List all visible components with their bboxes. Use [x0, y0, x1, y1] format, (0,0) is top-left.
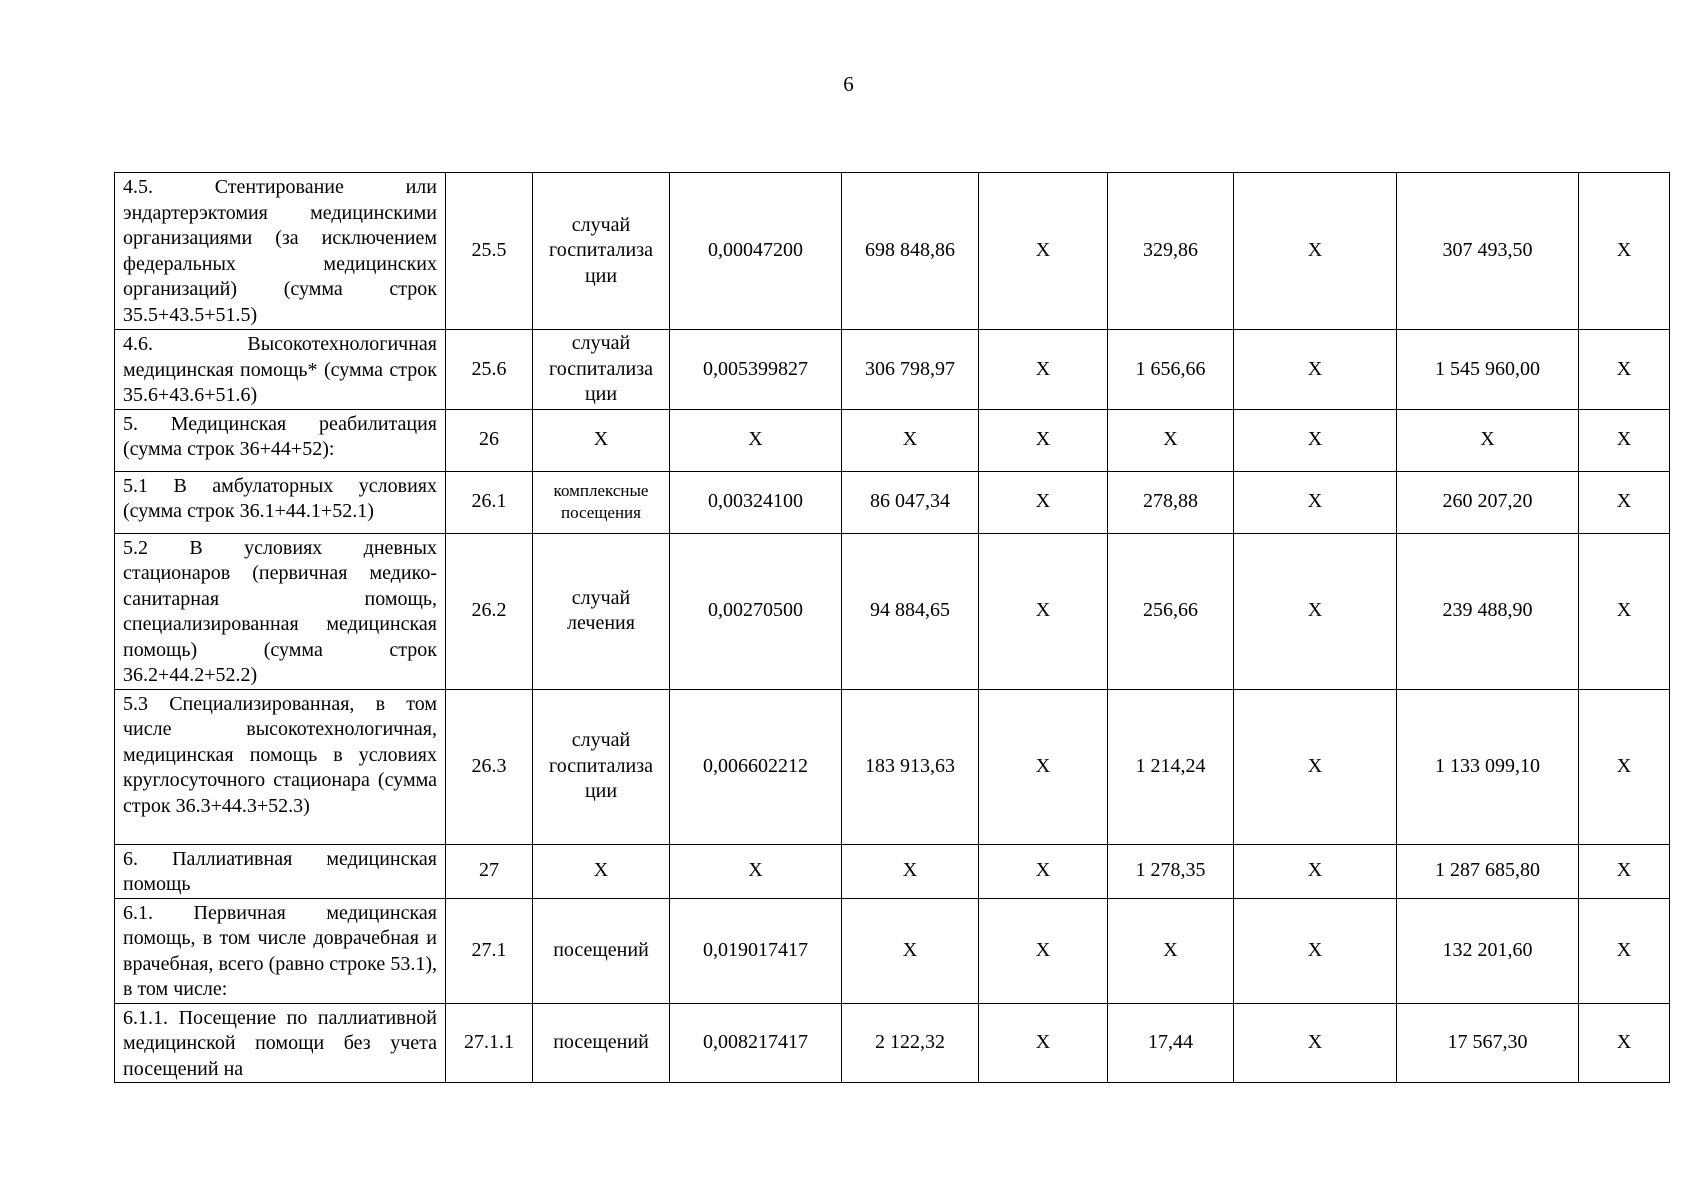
- row-value: 307 493,50: [1397, 173, 1579, 330]
- row-value: 1 278,35: [1108, 844, 1234, 898]
- row-value: Х: [979, 844, 1108, 898]
- row-value: Х: [1234, 173, 1397, 330]
- table-row: [115, 533, 1670, 689]
- row-value: 2 122,32: [842, 1003, 979, 1083]
- row-value: Х: [1579, 409, 1670, 471]
- row-unit: случай госпитализа ции: [533, 330, 670, 410]
- row-value: Х: [1579, 898, 1670, 1003]
- row-value: Х: [1234, 689, 1397, 844]
- row-value: Х: [979, 898, 1108, 1003]
- row-description: 6. Паллиативная медицинская помощь: [115, 844, 446, 898]
- row-value: 329,86: [1108, 173, 1234, 330]
- row-value: Х: [1234, 471, 1397, 533]
- row-value: 0,00047200: [670, 173, 842, 330]
- row-value: Х: [1579, 844, 1670, 898]
- row-value: 1 287 685,80: [1397, 844, 1579, 898]
- row-value: Х: [842, 898, 979, 1003]
- row-value: Х: [1579, 689, 1670, 844]
- row-value: Х: [1108, 898, 1234, 1003]
- row-value: 0,005399827: [670, 330, 842, 410]
- row-value: Х: [1234, 409, 1397, 471]
- row-value: 698 848,86: [842, 173, 979, 330]
- row-value: Х: [979, 471, 1108, 533]
- row-description: 5. Медицинская реабилитация (сумма строк 36+44+52):: [115, 409, 446, 471]
- row-value: Х: [842, 844, 979, 898]
- row-value: Х: [1579, 1003, 1670, 1083]
- row-unit: Х: [533, 844, 670, 898]
- row-value: Х: [1579, 533, 1670, 689]
- row-value: 17,44: [1108, 1003, 1234, 1083]
- row-value: 1 133 099,10: [1397, 689, 1579, 844]
- row-unit: комплексные посещения: [533, 471, 670, 533]
- row-value: Х: [1234, 1003, 1397, 1083]
- row-value: Х: [979, 1003, 1108, 1083]
- row-value: Х: [670, 844, 842, 898]
- table-row: [115, 689, 1670, 844]
- row-description: 5.1 В амбулаторных условиях (сумма строк 36.1+44.1+52.1): [115, 471, 446, 533]
- row-value: Х: [1234, 533, 1397, 689]
- table-row: [115, 1003, 1670, 1083]
- table-row: [115, 173, 1670, 330]
- row-value: 278,88: [1108, 471, 1234, 533]
- row-unit: посещений: [533, 1003, 670, 1083]
- row-value: 183 913,63: [842, 689, 979, 844]
- row-unit: посещений: [533, 898, 670, 1003]
- row-value: 94 884,65: [842, 533, 979, 689]
- row-value: Х: [979, 330, 1108, 410]
- row-value: Х: [842, 409, 979, 471]
- row-description: 5.3 Специализированная, в том числе высокотехнологичная, медицинская помощь в условиях круглосуточного стационара (сумма строк 36.3+44.3+52.3): [115, 689, 446, 844]
- row-value: Х: [1234, 330, 1397, 410]
- row-line-number: 25.5: [446, 173, 533, 330]
- row-line-number: 26.1: [446, 471, 533, 533]
- row-description: 6.1. Первичная медицинская помощь, в том числе доврачебная и врачебная, всего (равно строке 53.1), в том числе:: [115, 898, 446, 1003]
- row-value: 306 798,97: [842, 330, 979, 410]
- row-value: 0,008217417: [670, 1003, 842, 1083]
- row-value: Х: [979, 173, 1108, 330]
- row-value: 86 047,34: [842, 471, 979, 533]
- row-line-number: 26.2: [446, 533, 533, 689]
- data-table: [114, 172, 1670, 1083]
- page-number: 6: [843, 72, 854, 96]
- row-value: 1 214,24: [1108, 689, 1234, 844]
- row-value: Х: [670, 409, 842, 471]
- row-unit: случай лечения: [533, 533, 670, 689]
- row-value: 1 656,66: [1108, 330, 1234, 410]
- row-value: Х: [1108, 409, 1234, 471]
- row-value: 260 207,20: [1397, 471, 1579, 533]
- row-value: 0,019017417: [670, 898, 842, 1003]
- row-description: 4.6. Высокотехнологичная медицинская помощь* (сумма строк 35.6+43.6+51.6): [115, 330, 446, 410]
- row-value: 0,006602212: [670, 689, 842, 844]
- row-line-number: 27.1.1: [446, 1003, 533, 1083]
- row-line-number: 26: [446, 409, 533, 471]
- row-line-number: 26.3: [446, 689, 533, 844]
- row-value: Х: [1579, 471, 1670, 533]
- row-line-number: 25.6: [446, 330, 533, 410]
- row-unit: случай госпитализа ции: [533, 173, 670, 330]
- row-value: Х: [1579, 173, 1670, 330]
- row-value: Х: [979, 533, 1108, 689]
- table-row: [115, 844, 1670, 898]
- row-value: Х: [979, 689, 1108, 844]
- row-value: 239 488,90: [1397, 533, 1579, 689]
- row-value: 0,00270500: [670, 533, 842, 689]
- table-row: [115, 471, 1670, 533]
- row-line-number: 27.1: [446, 898, 533, 1003]
- row-value: 256,66: [1108, 533, 1234, 689]
- table-row: [115, 898, 1670, 1003]
- row-unit: Х: [533, 409, 670, 471]
- row-description: 4.5. Стентирование или эндартерэктомия медицинскими организациями (за исключением федеральных медицинских организаций) (сумма строк 35.5+43.5+51.5): [115, 173, 446, 330]
- row-value: Х: [1397, 409, 1579, 471]
- row-description: 6.1.1. Посещение по паллиативной медицинской помощи без учета посещений на: [115, 1003, 446, 1083]
- row-line-number: 27: [446, 844, 533, 898]
- row-value: Х: [979, 409, 1108, 471]
- row-value: 1 545 960,00: [1397, 330, 1579, 410]
- row-value: Х: [1579, 330, 1670, 410]
- row-value: 132 201,60: [1397, 898, 1579, 1003]
- table-row: [115, 330, 1670, 410]
- row-value: Х: [1234, 844, 1397, 898]
- row-value: 17 567,30: [1397, 1003, 1579, 1083]
- row-unit: случай госпитализа ции: [533, 689, 670, 844]
- table-row: [115, 409, 1670, 471]
- row-value: Х: [1234, 898, 1397, 1003]
- row-description: 5.2 В условиях дневных стационаров (первичная медико-санитарная помощь, специализированная медицинская помощь) (сумма строк 36.2+44.2+52.2): [115, 533, 446, 689]
- row-value: 0,00324100: [670, 471, 842, 533]
